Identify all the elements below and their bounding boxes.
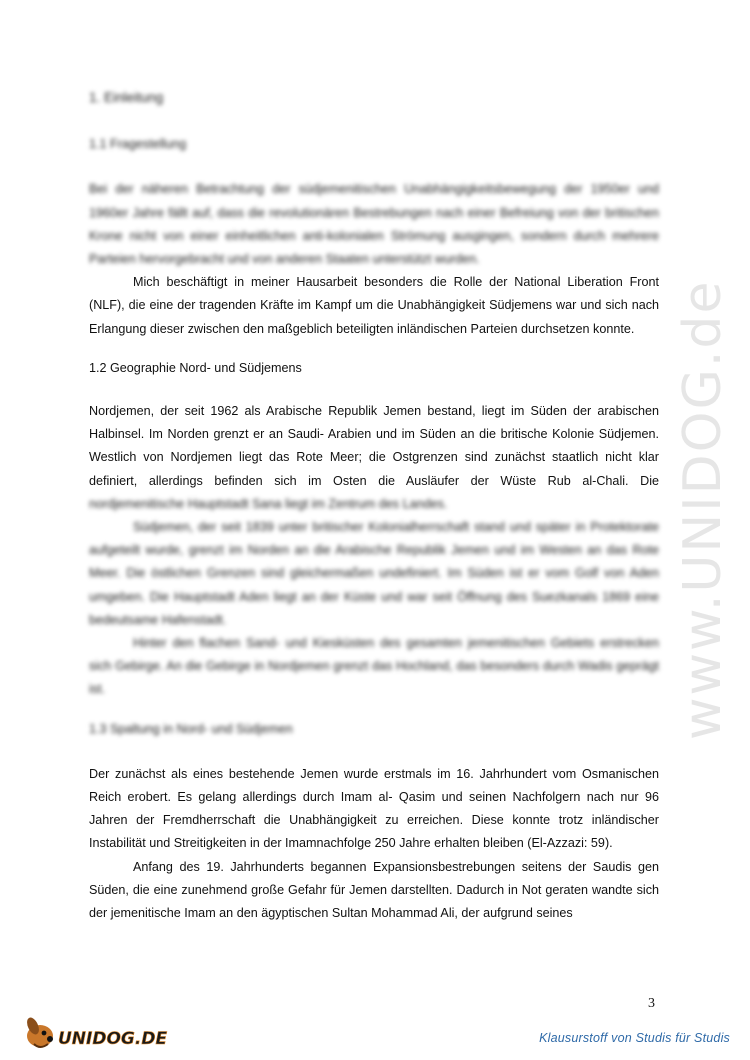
- paragraph-saudi-expansion: Anfang des 19. Jahrhunderts begannen Expansionsbestrebungen seitens der Saudis gen Süden, die eine zunehmend große Gefahr für Jemen darstellten. Dadurch in Not geraten wandte sich der jemenitische Imam an den ägyptischen Sultan Mohammad Ali, der aufgrund seines: [89, 859, 659, 921]
- heading-geography: 1.2 Geographie Nord- und Südjemens: [89, 360, 302, 375]
- paragraph-blurred-intro: Bei der näheren Betrachtung der südjemenitischen Unabhängigkeitsbewegung der 1950er und 1960er Jahre fällt auf, dass die revolutionären Bestrebungen nach einer Befreiung von der britischen Krone nicht von einer einheitlichen anti-kolonialen Strömung ausgingen, sondern durch mehrere Parteien hervorgebracht und von anderen Staaten unterstützt wurden.: [89, 182, 659, 267]
- dog-mascot-icon: [25, 1016, 53, 1047]
- paragraph-nlf-role: Mich beschäftigt in meiner Hausarbeit besonders die Rolle der National Liberation Front (NLF), die eine der tragenden Kräfte im Kampf um die Unabhängigkeit Südjemens war und sich nach Erlangung dieser zwischen den maßgeblich beteiligten inländischen Parteien durchsetzen konnte.: [89, 275, 659, 336]
- logo-text: UNIDOG.DE: [58, 1029, 168, 1049]
- paragraph-north-yemen-text: Nordjemen, der seit 1962 als Arabische Republik Jemen bestand, liegt im Süden der arabischen Halbinsel. Im Norden grenzt er an Saudi- Arabien und im Süden an die britische Kolonie Südjemen. Westlich von Nordjemen liegt das Rote Meer; die Ostgrenzen sind zunächst staatlich nicht klar definiert, allerdings befinden sich im Osten die Ausläufer der Wüste Rub al-Chali. Die: [89, 404, 659, 488]
- heading-division: 1.3 Spaltung in Nord- und Südjemen: [89, 721, 293, 736]
- paragraph-mountains-blurred: Hinter den flachen Sand- und Kiesküsten des gesamten jemenitischen Gebiets erstrecken sich Gebirge. An die Gebirge in Nordjemen grenzt das Hochland, das besonders durch Wadis geprägt ist.: [89, 636, 659, 697]
- document-body: [89, 86, 659, 925]
- unidog-logo: [22, 1008, 168, 1052]
- page-number: 3: [648, 996, 655, 1011]
- footer-slogan: Klausurstoff von Studis für Studis: [539, 1031, 730, 1045]
- paragraph-north-yemen: [89, 400, 659, 516]
- paragraph-south-yemen-blurred: Südjemen, der seit 1839 unter britischer Kolonialherrschaft stand und später in Protektorate aufgeteilt wurde, grenzt im Norden an die Arabische Republik Jemen und im Westen an das Rote Meer. Die östlichen Grenzen sind gleichermaßen undefiniert. Im Süden ist er vom Golf von Aden umgeben. Die Hauptstadt Aden liegt an der Küste und war seit Öffnung des Suezkanals 1869 eine bedeutsame Hafenstadt.: [89, 520, 659, 627]
- paragraph-north-yemen-blurred-tail: nordjemenitische Hauptstadt Sana liegt im Zentrum des Landes.: [89, 496, 448, 511]
- heading-research-question: 1.1 Fragestellung: [89, 137, 187, 152]
- watermark-text: www.UNIDOG.de: [673, 279, 733, 740]
- paragraph-ottoman-conquest: Der zunächst als eines bestehende Jemen wurde erstmals im 16. Jahrhundert vom Osmanischen Reich erobert. Es gelang allerdings durch Imam al- Qasim und seinen Nachfolgern nach nur 96 Jahren der Fremdherrschaft die Unabhängigkeit zu erreichen. Diese konnte trotz inländischer Instabilität und Streitigkeiten in der Imamnachfolge 250 Jahre erhalten bleiben (El-Azzazi: 59).: [89, 766, 659, 851]
- watermark: [660, 240, 740, 760]
- heading-introduction: 1. Einleitung: [89, 90, 164, 105]
